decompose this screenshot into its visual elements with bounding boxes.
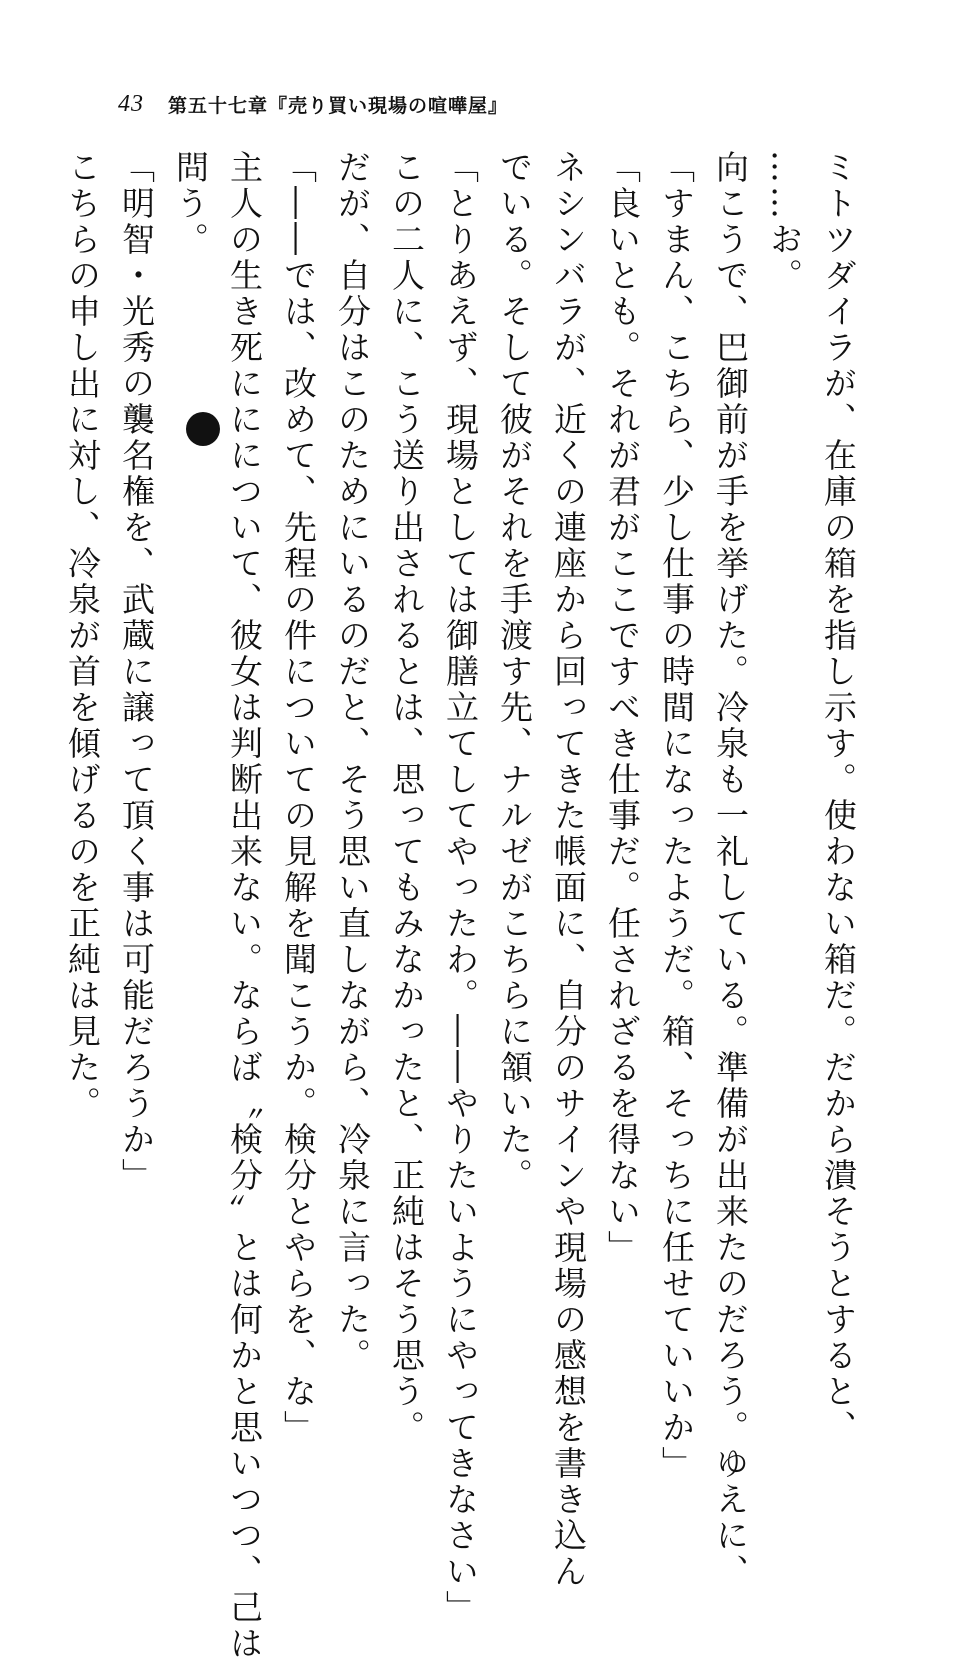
chapter-title: 第五十七章『売り買い現場の喧嘩屋』: [168, 94, 509, 117]
text-line: でいる。そして彼がそれを手渡す先、ナルゼがこちらに頷いた。: [495, 150, 534, 1194]
scene-break-dot-icon: [186, 412, 220, 446]
text-line: 問う。: [171, 150, 210, 258]
text-line: こちらの申し出に対し、冷泉が首を傾げるのを正純は見た。: [63, 150, 102, 1122]
text-line: ミトツダイラが、在庫の箱を指し示す。使わない箱だ。だから潰そうとすると、: [819, 150, 858, 1446]
text-line: 「――では、改めて、先程の件についての見解を聞こうか。検分とやらを、な」: [279, 150, 318, 1446]
text-line: 「明智・光秀の襲名権を、武蔵に譲って頂く事は可能だろうか」: [117, 150, 156, 1194]
text-line: 「すまん、こちら、少し仕事の時間になったようだ。箱、そっちに任せていいか」: [657, 150, 696, 1482]
text-line: だが、自分はこのためにいるのだと、そう思い直しながら、冷泉に言った。: [333, 150, 372, 1374]
text-line: 「良いとも。それが君がここですべき仕事だ。任されざるを得ない」: [603, 150, 642, 1266]
text-line: ……お。: [765, 150, 804, 294]
text-line: 向こうで、巴御前が手を挙げた。冷泉も一礼している。準備が出来たのだろう。ゆえに、: [711, 150, 750, 1590]
vertical-text-body: [63, 150, 865, 1662]
page-number: 43: [118, 90, 144, 117]
text-line: ネシンバラが、近くの連座から回ってきた帳面に、自分のサインや現場の感想を書き込ん: [549, 150, 588, 1590]
text-line: 「とりあえず、現場としては御膳立てしてやったわ。――やりたいようにやってきなさい」: [441, 150, 480, 1626]
text-line: 主人の生き死ににについて、彼女は判断出来ない。ならば〝検分〟とは何かと思いつつ、己は: [225, 150, 264, 1662]
page-header: [118, 88, 508, 120]
text-line: この二人に、こう送り出されるとは、思ってもみなかったと、正純はそう思う。: [387, 150, 426, 1446]
